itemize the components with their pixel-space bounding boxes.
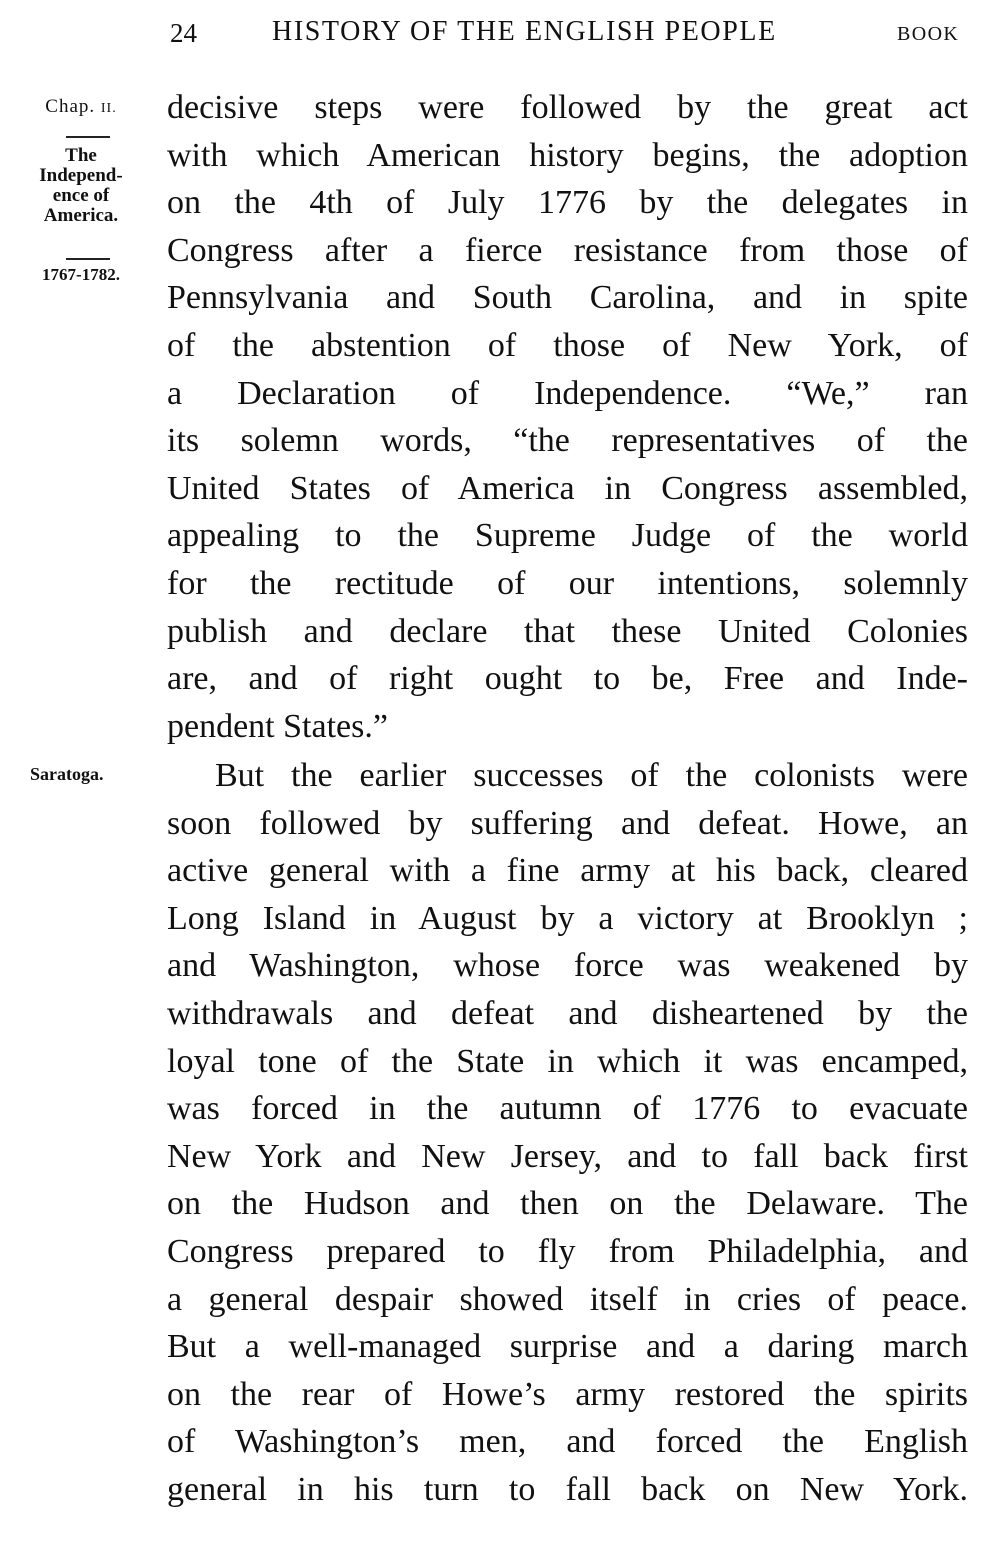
- margin-topic-line: ence of: [52, 185, 110, 206]
- text-line: publish and declare that these United Colonies: [167, 612, 968, 650]
- text-line: Congress prepared to fly from Philadelphia, and: [167, 1232, 968, 1270]
- chapter-number: II.: [100, 101, 117, 116]
- text-line: decisive steps were followed by the great act: [167, 89, 968, 126]
- text-line: But a well-managed surprise and a daring march: [167, 1328, 968, 1366]
- margin-topic-line: Independ-: [39, 165, 123, 186]
- text-line: But the earlier successes of the colonists were: [215, 757, 968, 794]
- text-line: pendent States.”: [167, 707, 388, 745]
- margin-years: 1767-1782.: [42, 265, 120, 284]
- text-line: and Washington, whose force was weakened by: [167, 947, 968, 985]
- paragraph-1: [167, 84, 968, 750]
- margin-topic-line: The: [65, 145, 97, 166]
- text-line: active general with a fine army at his back, cleared: [167, 852, 968, 890]
- text-line: soon followed by suffering and defeat. Howe, an: [167, 804, 968, 842]
- text-line: its solemn words, “the representatives of the: [167, 422, 968, 460]
- margin-section-note: Saratoga.: [30, 764, 104, 784]
- text-line: United States of America in Congress assembled,: [167, 469, 968, 507]
- text-line: for the rectitude of our intentions, solemnly: [167, 564, 968, 602]
- text-line: on the Hudson and then on the Delaware. The: [167, 1185, 968, 1223]
- book-label: BOOK: [897, 23, 960, 45]
- text-line: loyal tone of the State in which it was encamped,: [167, 1042, 968, 1080]
- margin-divider-top: [66, 136, 110, 138]
- text-line: with which American history begins, the adoption: [167, 136, 968, 174]
- text-line: appealing to the Supreme Judge of the world: [167, 517, 968, 555]
- paragraph-2: [167, 752, 968, 1514]
- text-line: general in his turn to fall back on New York.: [167, 1470, 968, 1508]
- text-line: was forced in the autumn of 1776 to evacuate: [167, 1090, 968, 1128]
- text-line: New York and New Jersey, and to fall back first: [167, 1137, 968, 1175]
- text-line: withdrawals and defeat and disheartened by the: [167, 994, 968, 1032]
- margin-topic-line: America.: [43, 205, 119, 226]
- text-line: on the 4th of July 1776 by the delegates in: [167, 184, 968, 222]
- running-title: HISTORY OF THE ENGLISH PEOPLE: [272, 16, 777, 47]
- text-line: a general despair showed itself in cries of peace.: [167, 1280, 968, 1318]
- text-line: of the abstention of those of New York, of: [167, 326, 968, 364]
- chapter-prefix: Chap.: [45, 96, 96, 117]
- text-line: Long Island in August by a victory at Brooklyn ;: [167, 899, 968, 937]
- text-line: on the rear of Howe’s army restored the spirits: [167, 1375, 968, 1413]
- running-header: [0, 14, 1000, 54]
- margin-divider-bottom: [66, 258, 110, 260]
- margin-topic: [0, 146, 162, 226]
- text-line: Congress after a fierce resistance from those of: [167, 231, 968, 269]
- chapter-label: [0, 96, 162, 118]
- text-line: of Washington’s men, and forced the English: [167, 1423, 968, 1461]
- text-line: are, and of right ought to be, Free and Inde-: [167, 660, 968, 698]
- text-line: Pennsylvania and South Carolina, and in spite: [167, 279, 968, 317]
- page-number: 24: [170, 18, 197, 48]
- text-line: a Declaration of Independence. “We,” ran: [167, 374, 968, 412]
